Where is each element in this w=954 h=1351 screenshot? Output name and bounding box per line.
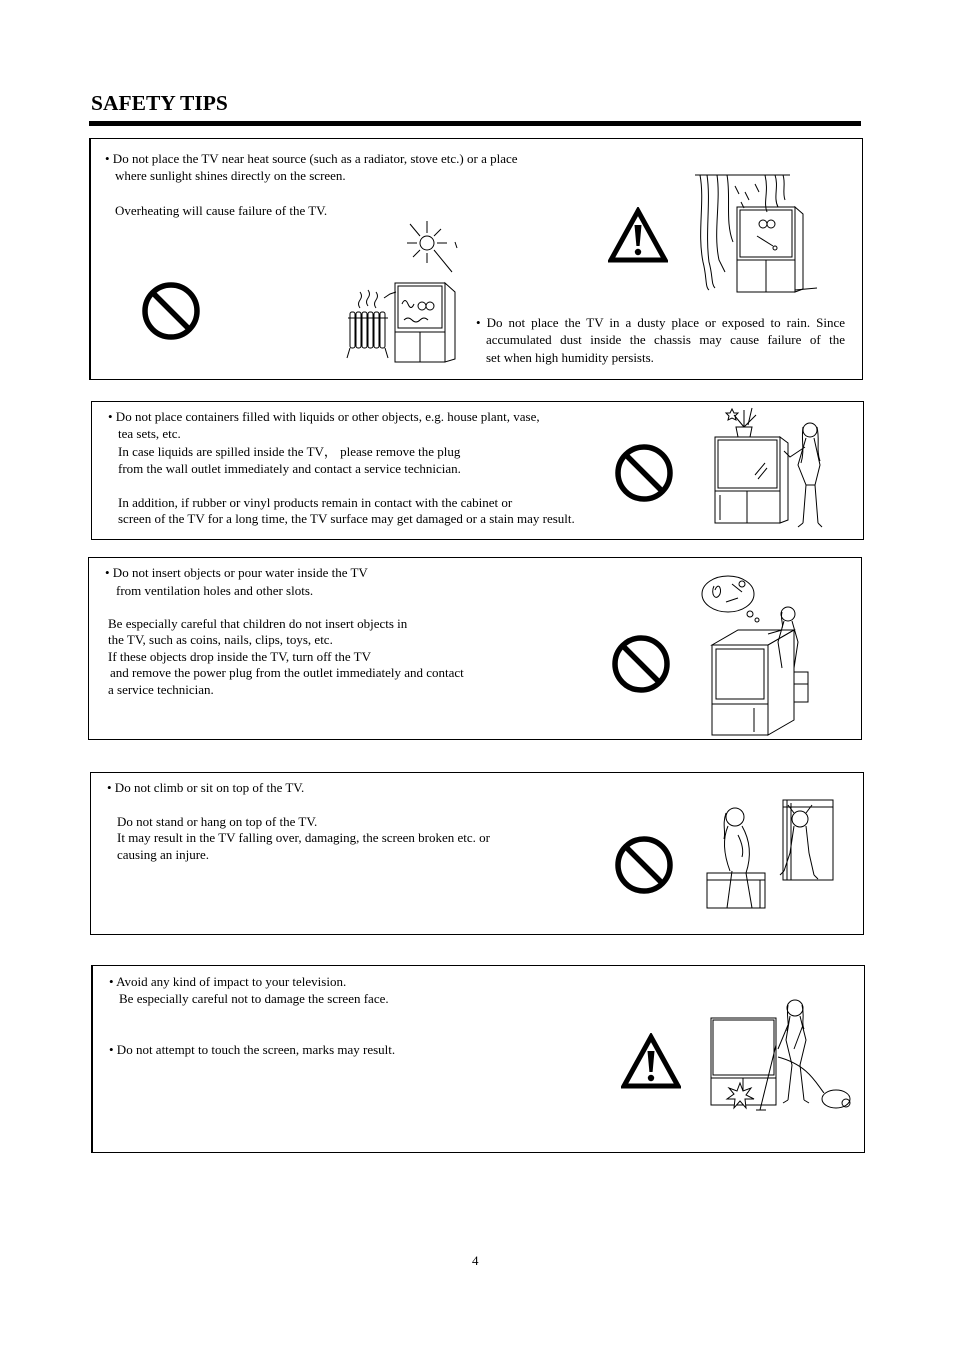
children-climbing-tv-illustration <box>702 795 837 913</box>
section-3-line-2: from ventilation holes and other slots. <box>116 583 314 598</box>
vacuum-hitting-tv-illustration <box>708 995 856 1120</box>
section-5-line-3: • Do not attempt to touch the screen, marks may result. <box>109 1042 396 1057</box>
section-2-line-2: tea sets, etc. <box>118 426 181 441</box>
section-3-line-4: the TV, such as coins, nails, clips, toys, etc. <box>108 632 333 647</box>
section-1-right-line-3: set when high humidity persists. <box>486 350 654 365</box>
prohibited-icon <box>614 443 674 503</box>
section-3-line-6: and remove the power plug from the outlet immediately and contact <box>110 665 464 680</box>
prohibited-icon <box>614 835 674 895</box>
section-4-line-2: Do not stand or hang on top of the TV. <box>117 814 318 829</box>
tv-near-radiator-sun-illustration <box>340 212 465 367</box>
warning-icon <box>608 207 668 264</box>
tv-curtains-window-illustration <box>695 172 820 297</box>
prohibited-icon <box>141 281 201 341</box>
section-5-line-2: Be especially careful not to damage the screen face. <box>119 991 389 1006</box>
section-4-line-1: • Do not climb or sit on top of the TV. <box>107 780 305 795</box>
title-rule <box>89 121 861 126</box>
section-4-line-4: causing an injure. <box>117 847 210 862</box>
section-3-line-3: Be especially careful that children do not insert objects in <box>108 616 408 631</box>
section-5-line-1: • Avoid any kind of impact to your television. <box>109 974 347 989</box>
section-1-right-line-1: • Do not place the TV in a dusty place or exposed to rain. Since <box>476 315 845 330</box>
section-2-line-4: from the wall outlet immediately and contact a service technician. <box>118 461 461 476</box>
child-inserting-objects-illustration <box>698 572 813 740</box>
prohibited-icon <box>611 634 671 694</box>
section-3-line-5: If these objects drop inside the TV, turn off the TV <box>108 649 371 664</box>
warning-icon <box>621 1033 681 1090</box>
section-1-line-2: where sunlight shines directly on the screen. <box>115 168 346 183</box>
section-2-line-6: screen of the TV for a long time, the TV surface may get damaged or a stain may result. <box>118 511 575 526</box>
section-2-line-3: In case liquids are spilled inside the TV， please remove the plug <box>118 444 461 459</box>
section-1-line-1: • Do not place the TV near heat source (such as a radiator, stove etc.) or a place <box>105 151 518 166</box>
section-3-line-7: a service technician. <box>108 682 214 697</box>
section-2-line-1: • Do not place containers filled with liquids or other objects, e.g. house plant, vase, <box>108 409 540 424</box>
section-4-line-3: It may result in the TV falling over, damaging, the screen broken etc. or <box>117 830 490 845</box>
section-2-line-5: In addition, if rubber or vinyl products remain in contact with the cabinet or <box>118 495 513 510</box>
page-number: 4 <box>472 1253 479 1268</box>
section-3-line-1: • Do not insert objects or pour water inside the TV <box>105 565 368 580</box>
page-title: SAFETY TIPS <box>91 91 228 115</box>
section-1-line-3: Overheating will cause failure of the TV. <box>115 203 328 218</box>
section-1-right-line-2: accumulated dust inside the chassis may cause failure of the <box>486 332 845 347</box>
tv-vase-woman-illustration <box>710 405 825 533</box>
